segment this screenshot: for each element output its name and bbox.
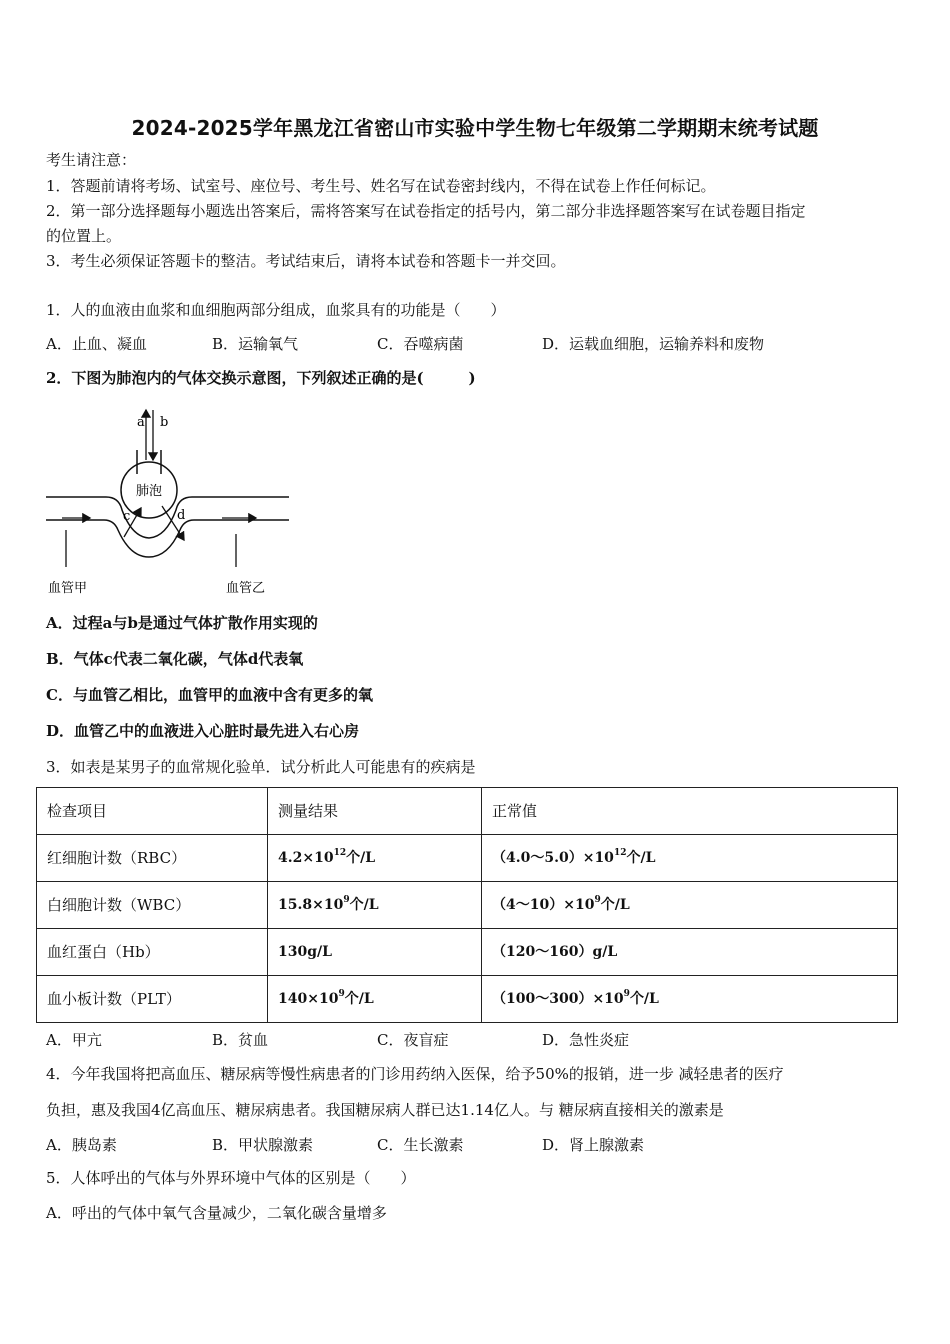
label-d: d <box>177 508 186 523</box>
notice-item: 的位置上。 <box>46 227 122 245</box>
notice-item: 3．考生必须保证答题卡的整洁。考试结束后，请将本试卷和答题卡一并交回。 <box>46 252 566 270</box>
question-1-options <box>46 334 906 354</box>
option-c: C．生长激素 <box>377 1136 464 1154</box>
header-normal: 正常值 <box>482 788 898 835</box>
option-a: A．甲亢 <box>46 1031 102 1049</box>
question-3-options <box>46 1030 906 1050</box>
option-d: D．运载血细胞，运输养料和废物 <box>542 335 765 353</box>
question-2-option-c: C．与血管乙相比，血管甲的血液中含有更多的氧 <box>46 686 373 704</box>
row-item: 血红蛋白（Hb） <box>37 929 268 976</box>
label-c: c <box>123 509 131 524</box>
option-a: A．胰岛素 <box>46 1136 117 1154</box>
notice-item: 2．第一部分选择题每小题选出答案后，需将答案写在试卷指定的括号内，第二部分非选择题答案写在试卷题目指定 <box>46 202 806 220</box>
question-4-stem-line2: 负担，惠及我国4亿高血压、糖尿病患者。我国糖尿病人群已达1.14亿人。与 糖尿病直接相关的激素是 <box>46 1101 724 1119</box>
row-result: $15.8\times 10^9$个/L <box>268 882 482 929</box>
table-row <box>37 929 898 976</box>
header-result: 测量结果 <box>268 788 482 835</box>
row-result: $4.2\times 10^{12}$个/L <box>268 835 482 882</box>
option-d: D．急性炎症 <box>542 1031 630 1049</box>
table-row <box>37 882 898 929</box>
vessel-right-label: 血管乙 <box>226 581 266 596</box>
table-row <box>37 976 898 1023</box>
row-result: 130g/L <box>268 929 482 976</box>
option-c: C．吞噬病菌 <box>377 335 464 353</box>
question-4-options <box>46 1135 906 1155</box>
option-b: B．贫血 <box>212 1031 269 1049</box>
question-2-stem: 2．下图为肺泡内的气体交换示意图，下列叙述正确的是( ) <box>46 369 476 387</box>
row-normal: $(100\sim 300)\times 10^9$个/L <box>482 976 898 1023</box>
row-result: $140\times 10^9$个/L <box>268 976 482 1023</box>
question-5-stem: 5．人体呼出的气体与外界环境中气体的区别是（ ） <box>46 1169 416 1187</box>
question-2-option-d: D．血管乙中的血液进入心脏时最先进入右心房 <box>46 722 360 740</box>
row-normal: $(4.0\sim 5.0)\times 10^{12}$个/L <box>482 835 898 882</box>
blood-test-table <box>36 787 898 1023</box>
row-item: 红细胞计数（RBC） <box>37 835 268 882</box>
table-row <box>37 835 898 882</box>
option-a: A．止血、凝血 <box>46 335 147 353</box>
alveolus-label: 肺泡 <box>135 484 163 499</box>
row-normal: （120～160）g/L <box>482 929 898 976</box>
label-a: a <box>137 415 145 430</box>
row-normal: $(4\sim 10)\times 10^9$个/L <box>482 882 898 929</box>
question-3-stem: 3．如表是某男子的血常规化验单．试分析此人可能患有的疾病是 <box>46 758 476 776</box>
row-item: 血小板计数（PLT） <box>37 976 268 1023</box>
option-d: D．肾上腺激素 <box>542 1136 645 1154</box>
label-b: b <box>160 415 169 430</box>
question-4-stem-line1: 4．今年我国将把高血压、糖尿病等慢性病患者的门诊用药纳入医保，给予50%的报销，进一步 减轻患者的医疗 <box>46 1065 784 1083</box>
question-2-option-b: B．气体c代表二氧化碳，气体d代表氧 <box>46 650 304 668</box>
alveolus-gas-exchange-diagram <box>44 402 294 602</box>
header-item: 检查项目 <box>37 788 268 835</box>
question-2-option-a: A．过程a与b是通过气体扩散作用实现的 <box>46 614 318 632</box>
table-header-row <box>37 788 898 835</box>
question-1-stem: 1．人的血液由血浆和血细胞两部分组成，血浆具有的功能是（ ） <box>46 301 506 319</box>
option-b: B．运输氧气 <box>212 335 299 353</box>
question-5-option-a: A．呼出的气体中氧气含量减少，二氧化碳含量增多 <box>46 1204 387 1222</box>
row-item: 白细胞计数（WBC） <box>37 882 268 929</box>
notice-item: 1．答题前请将考场、试室号、座位号、考生号、姓名写在试卷密封线内，不得在试卷上作任何标记。 <box>46 177 716 195</box>
vessel-left-label: 血管甲 <box>48 581 88 596</box>
option-c: C．夜盲症 <box>377 1031 449 1049</box>
notice-heading: 考生请注意： <box>46 151 137 169</box>
page-title: 2024-2025学年黑龙江省密山市实验中学生物七年级第二学期期末统考试题 <box>131 116 819 140</box>
option-b: B．甲状腺激素 <box>212 1136 314 1154</box>
